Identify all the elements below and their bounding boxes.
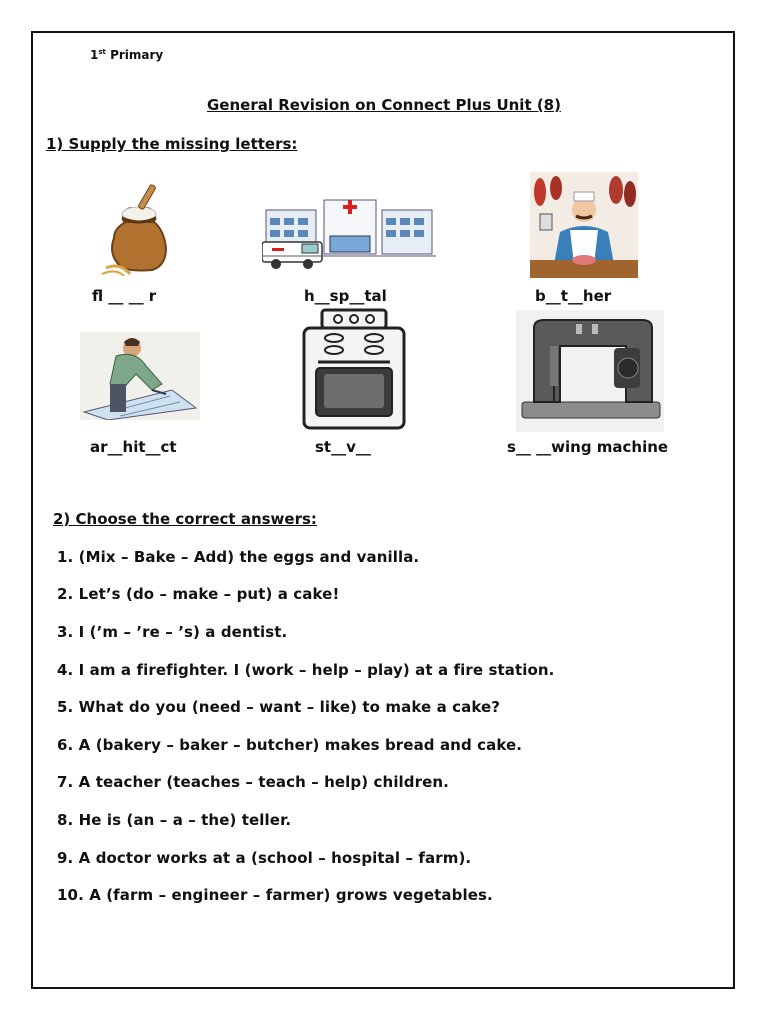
missing-letters-word-stove: st__v__	[315, 438, 371, 456]
missing-letters-word-flour: fl __ __ r	[92, 287, 157, 305]
missing-letters-word-butcher: b__t__her	[535, 287, 612, 305]
sewing-machine-icon	[516, 310, 664, 432]
architect-icon	[80, 332, 200, 420]
missing-letters-word-sewing-machine: s__ __wing machine	[507, 438, 669, 456]
question-10: 10. A (farm – engineer – farmer) grows vegetables.	[57, 886, 493, 904]
grade-label: 1st Primary	[90, 48, 164, 62]
question-9: 9. A doctor works at a (school – hospital – farm).	[57, 849, 472, 867]
missing-letters-word-architect: ar__hit__ct	[90, 438, 177, 456]
flour-sack-icon	[100, 178, 172, 276]
section-1-heading: 1) Supply the missing letters:	[46, 135, 298, 153]
question-5: 5. What do you (need – want – like) to make a cake?	[57, 698, 501, 716]
question-3: 3. I (’m – ’re – ’s) a dentist.	[57, 623, 288, 641]
butcher-icon	[530, 172, 638, 278]
question-2: 2. Let’s (do – make – put) a cake!	[57, 585, 340, 603]
question-7: 7. A teacher (teaches – teach – help) children.	[57, 773, 449, 791]
question-6: 6. A (bakery – baker – butcher) makes bread and cake.	[57, 736, 523, 754]
hospital-icon	[262, 198, 436, 278]
section-2-heading: 2) Choose the correct answers:	[53, 510, 317, 528]
missing-letters-word-hospital: h__sp__tal	[304, 287, 387, 305]
stove-icon	[300, 308, 408, 432]
question-8: 8. He is (an – a – the) teller.	[57, 811, 292, 829]
question-4: 4. I am a firefighter. I (work – help – play) at a fire station.	[57, 661, 555, 679]
question-1: 1. (Mix – Bake – Add) the eggs and vanilla.	[57, 548, 420, 566]
page-title: General Revision on Connect Plus Unit (8)	[207, 96, 561, 114]
